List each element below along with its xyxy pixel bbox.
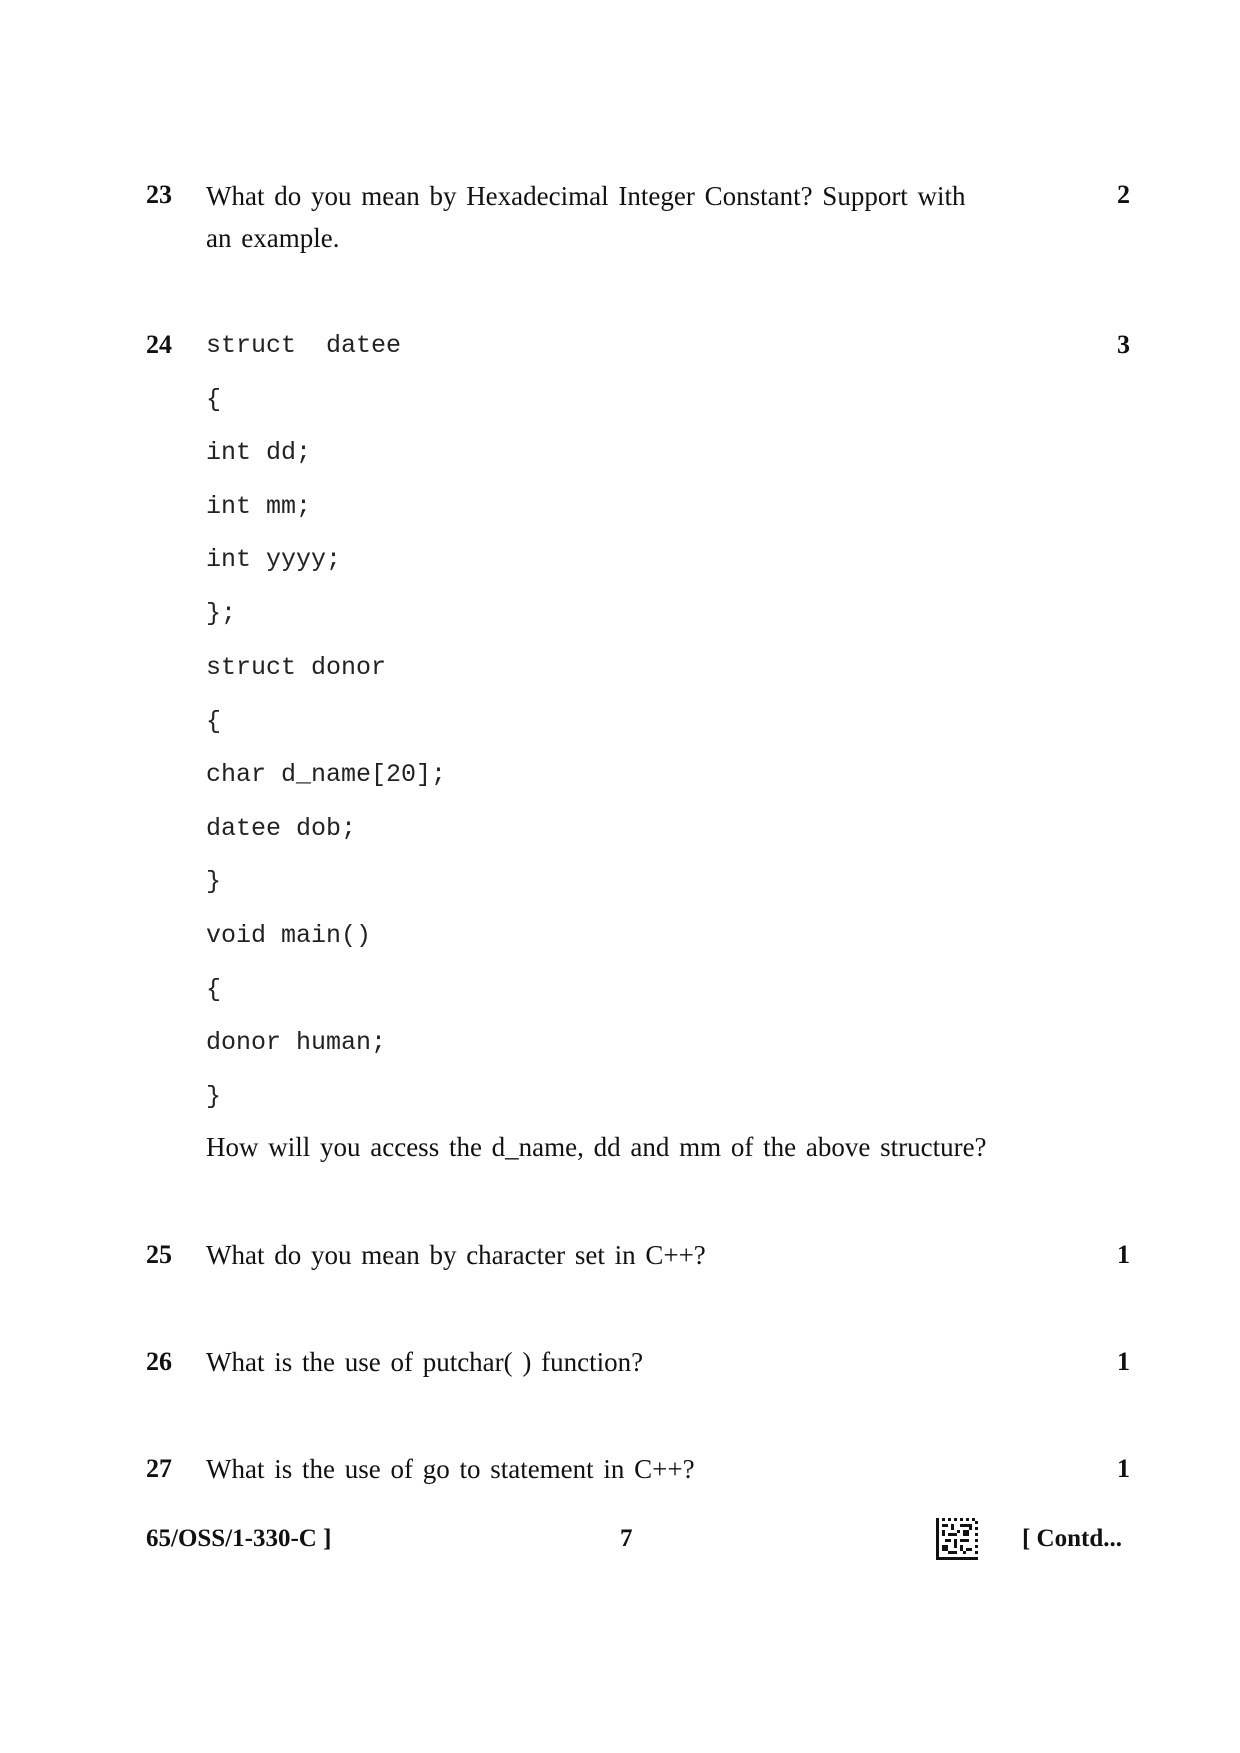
paper-code: 65/OSS/1-330-C ] bbox=[146, 1525, 332, 1552]
question-number: 25 bbox=[146, 1240, 172, 1269]
question-marks: 1 bbox=[1117, 1240, 1130, 1269]
code-line: } bbox=[206, 1082, 222, 1111]
question-text: What is the use of go to statement in C++? bbox=[206, 1454, 695, 1484]
code-line: int yyyy; bbox=[206, 545, 342, 574]
qr-code-icon bbox=[936, 1518, 978, 1560]
code-line: { bbox=[206, 385, 222, 414]
question-text: What do you mean by Hexadecimal Integer Constant? Support with an example. bbox=[206, 181, 966, 253]
question-number: 23 bbox=[146, 180, 172, 209]
code-line: char d_name[20]; bbox=[206, 760, 447, 789]
code-line: }; bbox=[206, 599, 237, 628]
question-number: 27 bbox=[146, 1454, 172, 1483]
code-line: struct datee bbox=[206, 331, 402, 360]
question-text: What do you mean by character set in C++? bbox=[206, 1240, 706, 1270]
question-number: 24 bbox=[146, 330, 172, 359]
question-marks: 1 bbox=[1117, 1454, 1130, 1483]
question-marks: 2 bbox=[1117, 180, 1130, 209]
continued-label: [ Contd... bbox=[1021, 1525, 1122, 1552]
code-line: { bbox=[206, 975, 222, 1004]
code-line: donor human; bbox=[206, 1028, 387, 1057]
code-line: struct donor bbox=[206, 653, 387, 682]
question-text: What is the use of putchar( ) function? bbox=[206, 1347, 644, 1377]
question-marks: 3 bbox=[1117, 330, 1130, 359]
page-number: 7 bbox=[620, 1525, 633, 1552]
code-line: { bbox=[206, 707, 222, 736]
question-number: 26 bbox=[146, 1347, 172, 1376]
code-line: void main() bbox=[206, 921, 372, 950]
question-marks: 1 bbox=[1117, 1347, 1130, 1376]
code-line: int mm; bbox=[206, 492, 312, 521]
code-line: } bbox=[206, 867, 222, 896]
question-text: How will you access the d_name, dd and mm of the above structure? bbox=[206, 1132, 987, 1162]
code-line: int dd; bbox=[206, 438, 312, 467]
code-line: datee dob; bbox=[206, 814, 357, 843]
